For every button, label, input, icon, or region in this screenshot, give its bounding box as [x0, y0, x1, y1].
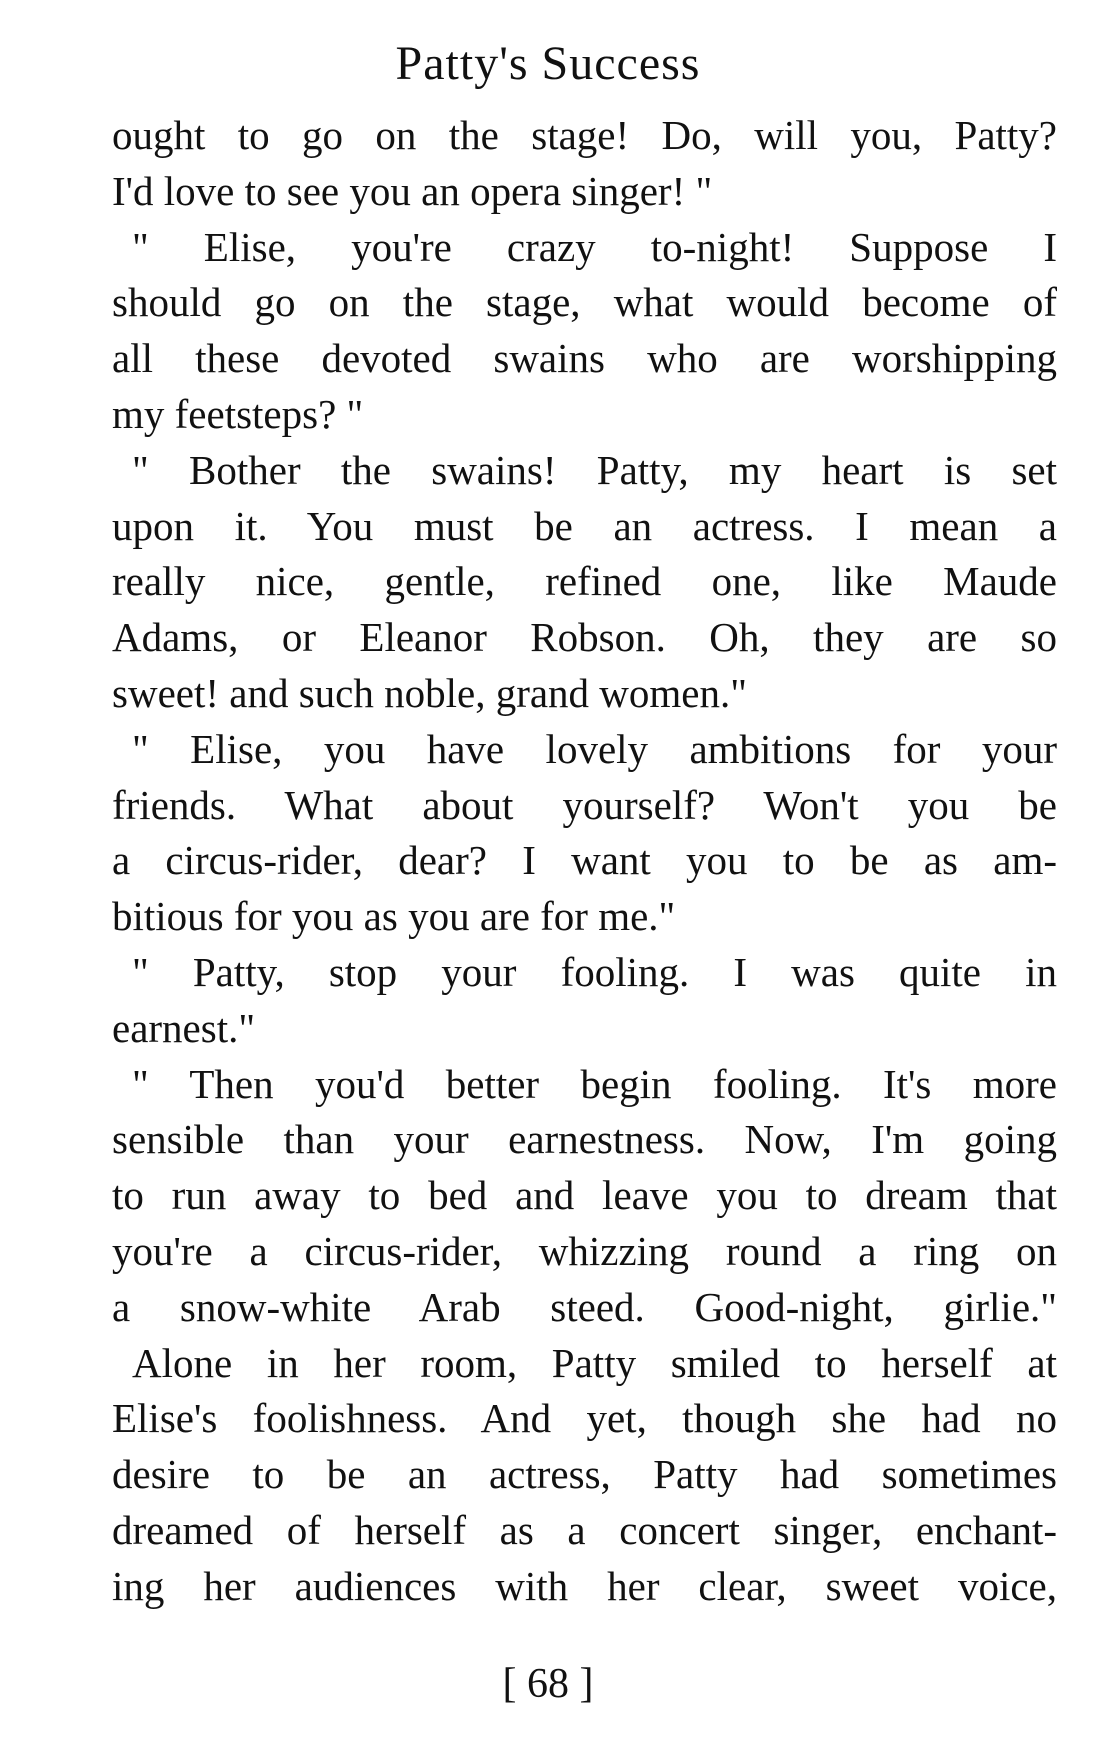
text-line: all these devoted swains who are worshipping [112, 335, 1057, 382]
text-line: upon it. You must be an actress. I mean a [112, 502, 1057, 549]
page-number: [ 68 ] [502, 1661, 594, 1707]
text-line: to run away to bed and leave you to dream that [112, 1172, 1057, 1219]
text-line: desire to be an actress, Patty had sometimes [112, 1451, 1057, 1498]
text-line: Adams, or Eleanor Robson. Oh, they are so [112, 614, 1057, 661]
text-line: Alone in her room, Patty smiled to herself at [132, 1339, 1057, 1386]
text-line: " Elise, you have lovely ambitions for your [132, 725, 1057, 772]
text-line: ought to go on the stage! Do, will you, Patty? [112, 112, 1057, 158]
text-line: " Bother the swains! Patty, my heart is set [132, 446, 1057, 493]
text-line: friends. What about yourself? Won't you be [112, 781, 1057, 828]
text-line: my feetsteps? " [112, 390, 364, 437]
running-head: Patty's Success [395, 37, 701, 90]
text-line: should go on the stage, what would become of [112, 279, 1057, 326]
text-line: you're a circus-rider, whizzing round a ring on [112, 1227, 1057, 1274]
text-line: a snow-white Arab steed. Good-night, girlie." [112, 1283, 1057, 1330]
text-line: earnest." [112, 1004, 256, 1051]
text-line: sensible than your earnestness. Now, I'm going [112, 1116, 1057, 1163]
text-line: sweet! and such noble, grand women." [112, 669, 747, 716]
text-line: Elise's foolishness. And yet, though she had no [112, 1395, 1057, 1442]
text-line: ing her audiences with her clear, sweet voice, [112, 1562, 1057, 1609]
text-line: " Patty, stop your fooling. I was quite in [132, 948, 1057, 995]
text-line: " Elise, you're crazy to-night! Suppose I [132, 223, 1057, 270]
body-text [112, 108, 1057, 1615]
text-line: really nice, gentle, refined one, like Maude [112, 558, 1057, 605]
text-line: bitious for you as you are for me." [112, 893, 676, 940]
text-line: dreamed of herself as a concert singer, enchant- [112, 1506, 1057, 1553]
text-line: " Then you'd better begin fooling. It's more [132, 1060, 1057, 1107]
text-line: a circus-rider, dear? I want you to be as am- [112, 837, 1057, 884]
text-line: I'd love to see you an opera singer! " [112, 167, 713, 214]
